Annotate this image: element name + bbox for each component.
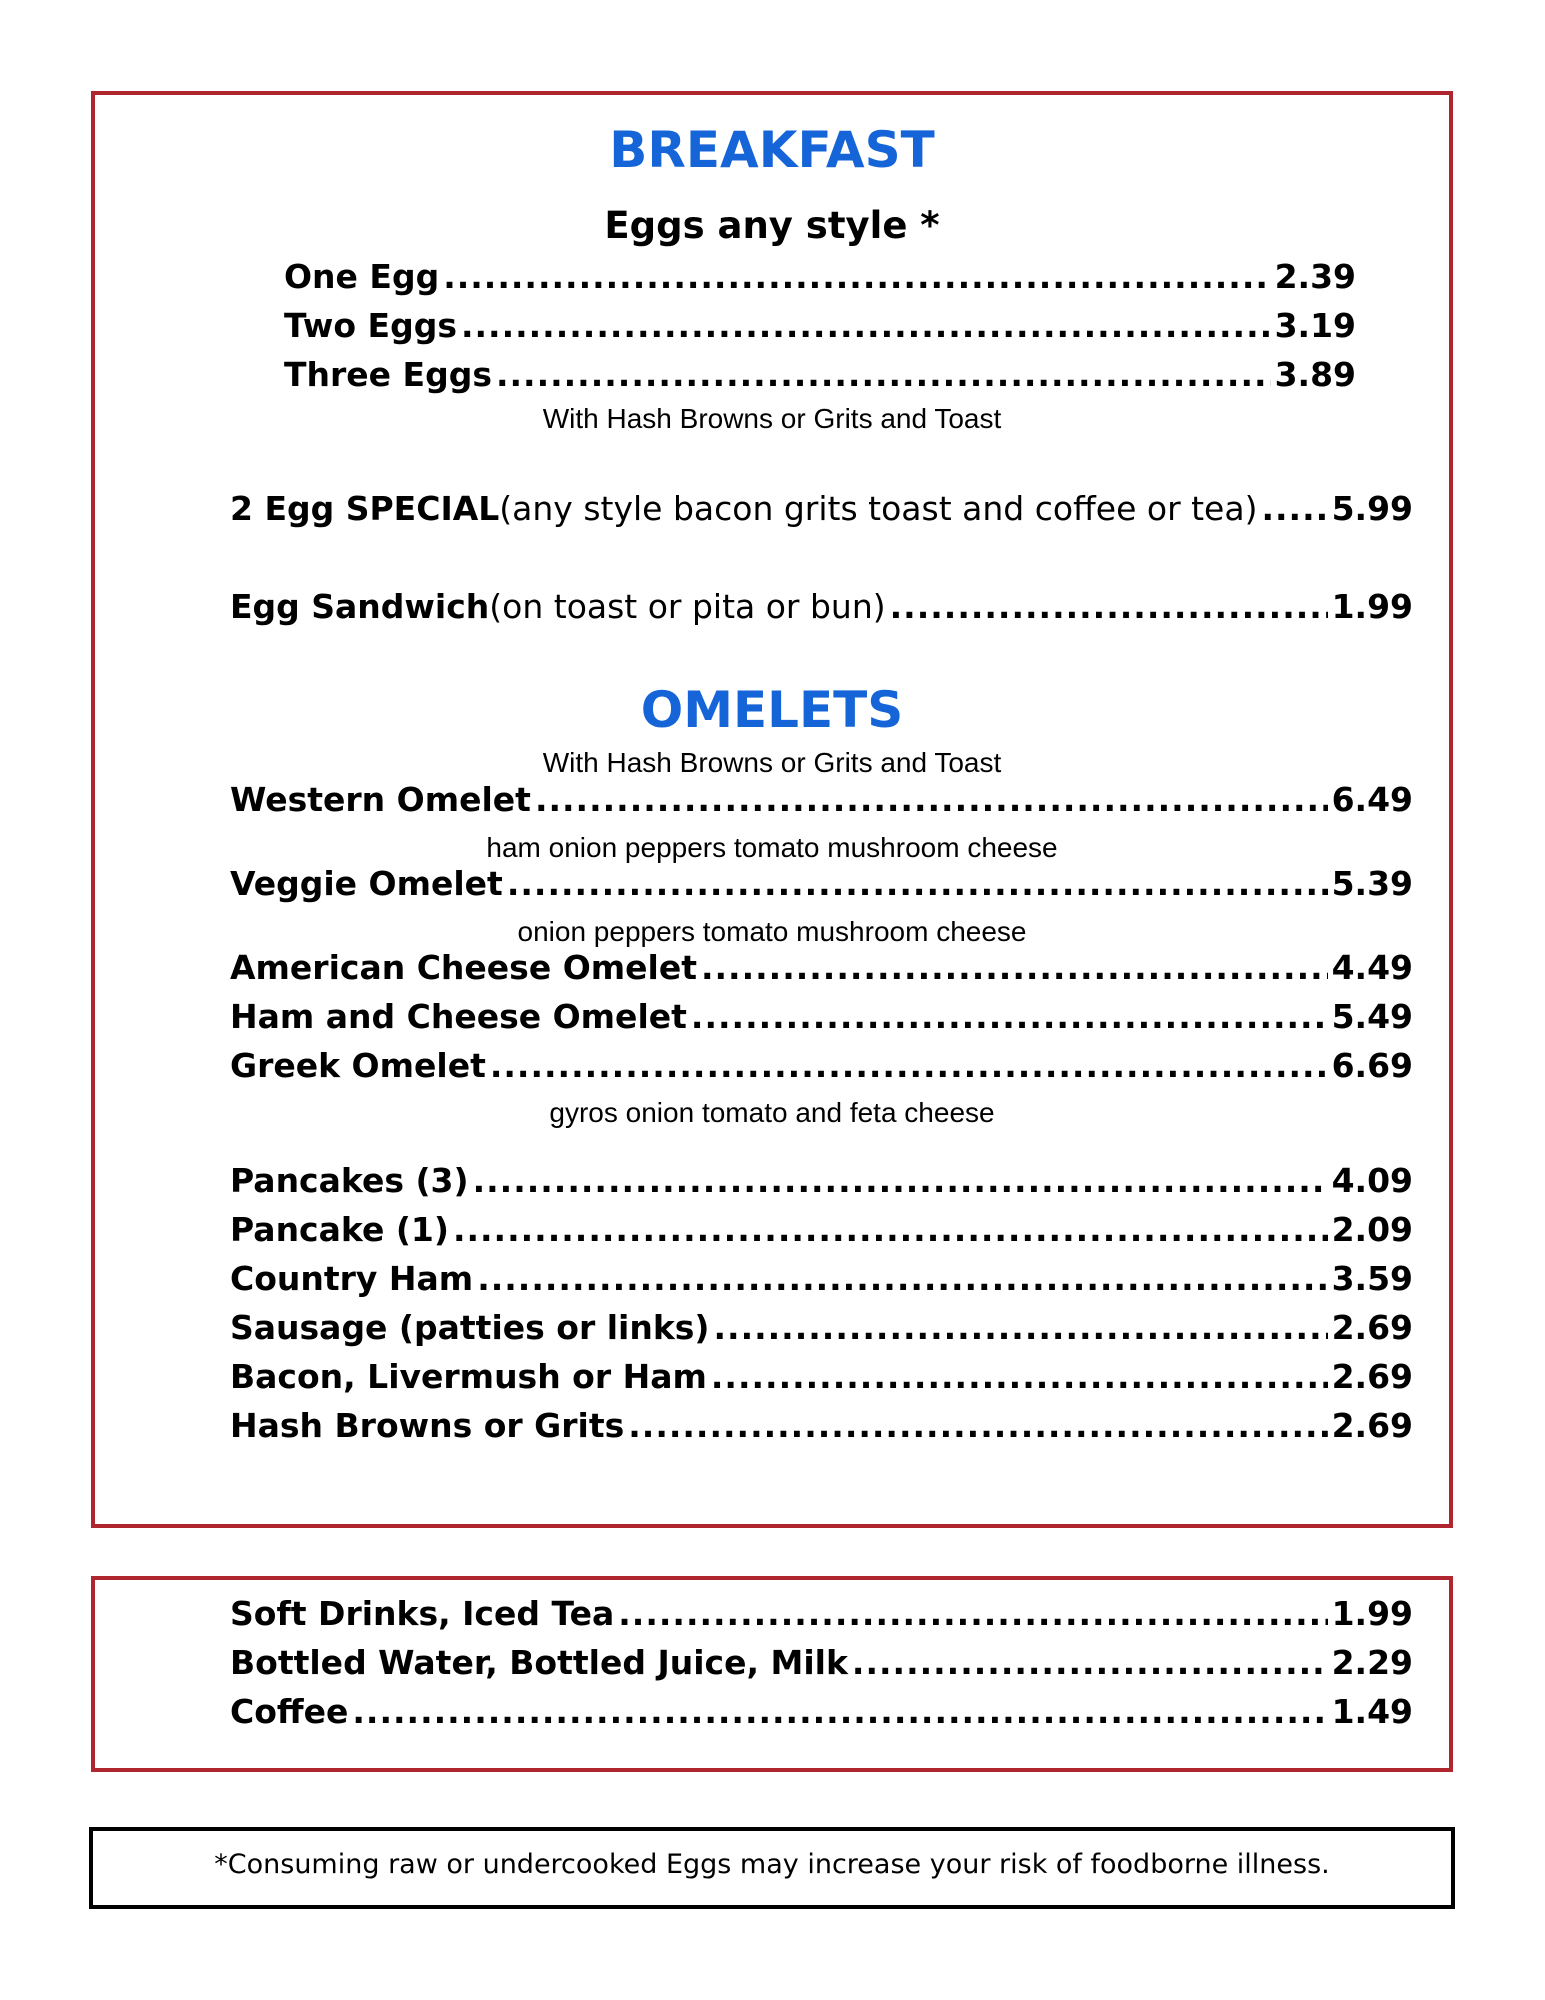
item-price: 6.69 [1331,1046,1413,1085]
item-name: Bottled Water, Bottled Juice, Milk [230,1643,848,1682]
dot-leader [628,1409,1327,1442]
item-name: Pancakes (3) [230,1161,469,1200]
item-name: Bacon, Livermush or Ham [230,1357,707,1396]
item-description: onion peppers tomato mushroom cheese [517,916,1027,947]
menu-item [230,1406,1413,1445]
dot-leader [461,309,1271,342]
menu-item [230,1161,1413,1200]
menu-item [230,1308,1413,1347]
item-price: 5.99 [1331,489,1413,528]
item-name: American Cheese Omelet [230,948,697,987]
item-price: 3.59 [1331,1259,1413,1298]
breakfast-title: BREAKFAST [609,121,935,179]
menu-item [230,948,1413,987]
item-description: (any style bacon grits toast and coffee or tea) [499,489,1258,528]
item-description: ham onion peppers tomato mushroom cheese [486,832,1058,863]
dot-leader [496,358,1271,391]
item-price: 4.09 [1331,1161,1413,1200]
dot-leader [852,1646,1328,1679]
menu-item-sandwich [230,587,1413,626]
health-warning: *Consuming raw or undercooked Eggs may increase your risk of foodborne illness. [214,1849,1330,1880]
menu-item [230,1594,1413,1633]
dot-leader [507,867,1328,900]
item-price: 5.49 [1331,997,1413,1036]
dot-leader [443,260,1270,293]
item-price: 2.29 [1331,1643,1413,1682]
item-price: 2.69 [1331,1357,1413,1396]
item-name: Country Ham [230,1259,474,1298]
item-price: 3.89 [1274,355,1356,394]
item-price: 2.09 [1331,1210,1413,1249]
item-name: Western Omelet [230,780,531,819]
item-price: 2.69 [1331,1406,1413,1445]
item-price: 4.49 [1331,948,1413,987]
omelets-note: With Hash Browns or Grits and Toast [542,747,1002,778]
menu-item [230,997,1413,1036]
dot-leader [691,1000,1328,1033]
item-name: Ham and Cheese Omelet [230,997,687,1036]
dot-leader [352,1695,1327,1728]
item-name: Greek Omelet [230,1046,486,1085]
item-price: 2.39 [1274,257,1356,296]
item-price: 1.99 [1331,1594,1413,1633]
dot-leader [1261,492,1327,525]
menu-item [230,864,1413,903]
dot-leader [453,1213,1328,1246]
menu-item [230,1643,1413,1682]
dot-leader [618,1597,1327,1630]
item-name: Hash Browns or Grits [230,1406,625,1445]
item-name: Two Eggs [284,306,457,345]
item-description: (on toast or pita or bun) [489,587,886,626]
item-name: Three Eggs [284,355,492,394]
dot-leader [473,1164,1328,1197]
dot-leader [490,1049,1328,1082]
dot-leader [890,590,1328,623]
menu-item [230,780,1413,819]
footnote-panel [89,1827,1455,1909]
item-price: 3.19 [1274,306,1356,345]
item-name: Veggie Omelet [230,864,503,903]
dot-leader [711,1360,1328,1393]
item-name: Pancake (1) [230,1210,449,1249]
dot-leader [701,951,1328,984]
item-price: 2.69 [1331,1308,1413,1347]
item-name: One Egg [284,257,440,296]
breakfast-menu-panel [91,91,1453,1528]
item-description: gyros onion tomato and feta cheese [549,1097,995,1128]
item-price: 1.49 [1331,1692,1413,1731]
dot-leader [714,1311,1328,1344]
item-name: Soft Drinks, Iced Tea [230,1594,615,1633]
item-name: Coffee [230,1692,349,1731]
menu-item [230,1210,1413,1249]
dot-leader [477,1262,1327,1295]
eggs-heading: Eggs any style * [604,204,940,247]
drinks-panel [91,1576,1453,1772]
item-name: 2 Egg SPECIAL [230,489,500,528]
menu-item [284,257,1356,296]
menu-item [230,1259,1413,1298]
item-price: 5.39 [1331,864,1413,903]
omelets-title: OMELETS [640,681,904,739]
menu-item [284,306,1356,345]
menu-item-special [230,489,1413,528]
item-name: Egg Sandwich [230,587,490,626]
menu-item [230,1046,1413,1085]
menu-item [230,1692,1413,1731]
menu-item [284,355,1356,394]
item-price: 1.99 [1331,587,1413,626]
dot-leader [535,783,1328,816]
item-name: Sausage (patties or links) [230,1308,710,1347]
eggs-note: With Hash Browns or Grits and Toast [542,403,1002,434]
menu-item [230,1357,1413,1396]
item-price: 6.49 [1331,780,1413,819]
